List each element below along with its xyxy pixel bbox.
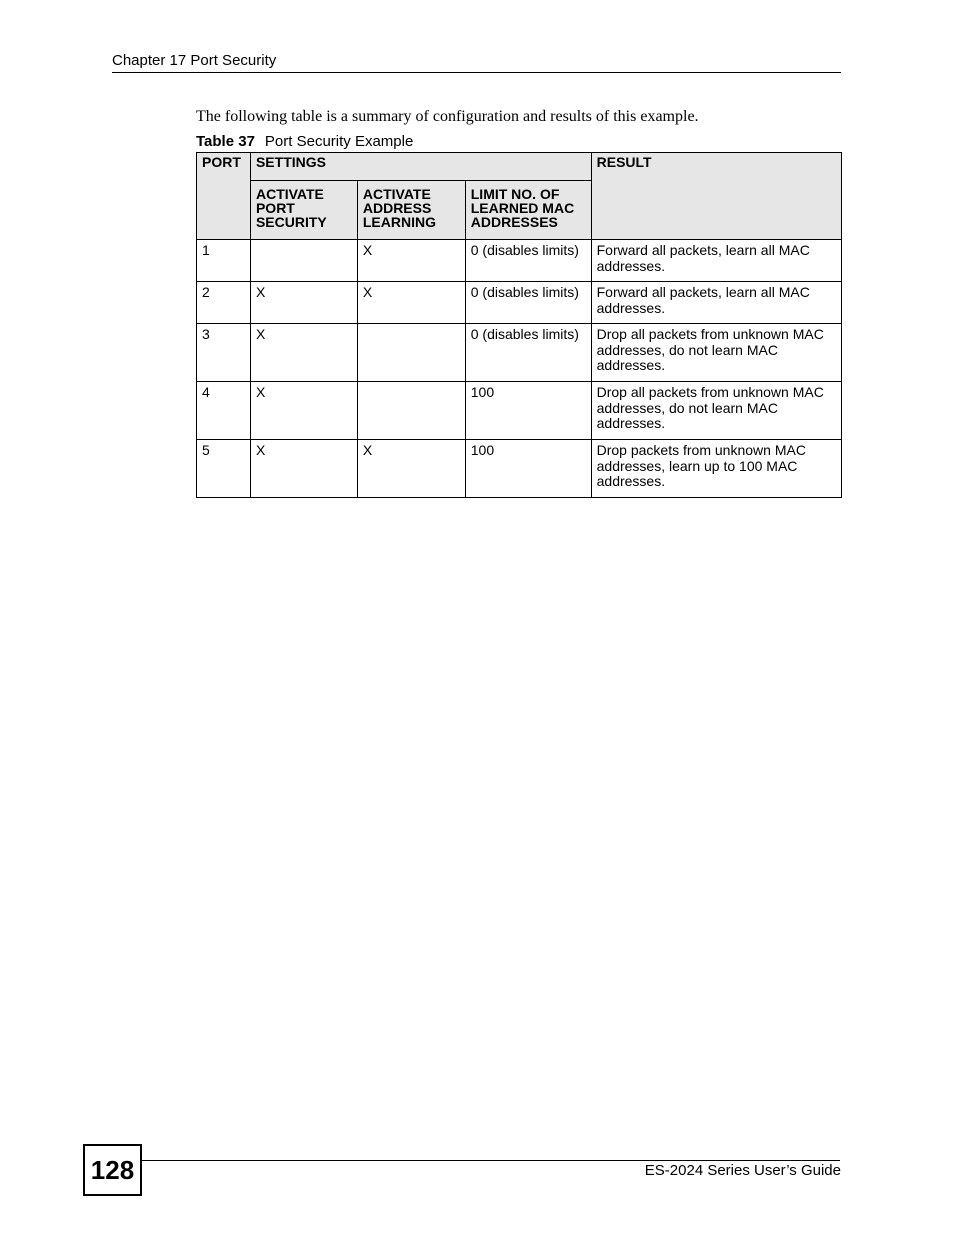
cell-security: X [250, 282, 357, 324]
table-row [197, 282, 842, 324]
table-row [197, 240, 842, 282]
cell-limit: 0 (disables limits) [465, 240, 591, 282]
cell-port: 5 [197, 440, 251, 498]
cell-learning: X [357, 282, 465, 324]
chapter-header: Chapter 17 Port Security [112, 52, 841, 73]
cell-security: X [250, 382, 357, 440]
table-row [197, 440, 842, 498]
cell-learning: X [357, 240, 465, 282]
cell-result: Forward all packets, learn all MAC addresses. [591, 240, 841, 282]
table-row [197, 382, 842, 440]
header-result: RESULT [591, 153, 841, 240]
cell-result: Forward all packets, learn all MAC addresses. [591, 282, 841, 324]
header-port: PORT [197, 153, 251, 240]
table-caption [196, 133, 413, 151]
table-row [197, 324, 842, 382]
cell-limit: 0 (disables limits) [465, 324, 591, 382]
cell-security: X [250, 440, 357, 498]
header-limit-learned-mac: LIMIT NO. OF LEARNED MAC ADDRESSES [465, 181, 591, 240]
port-security-table [196, 152, 842, 498]
header-settings: SETTINGS [250, 153, 591, 181]
footer-divider [140, 1160, 840, 1161]
header-activate-port-security: ACTIVATE PORT SECURITY [250, 181, 357, 240]
cell-result: Drop all packets from unknown MAC addresses, do not learn MAC addresses. [591, 382, 841, 440]
cell-port: 1 [197, 240, 251, 282]
cell-port: 2 [197, 282, 251, 324]
cell-port: 3 [197, 324, 251, 382]
intro-paragraph: The following table is a summary of configuration and results of this example. [196, 108, 699, 125]
cell-limit: 0 (disables limits) [465, 282, 591, 324]
cell-learning [357, 324, 465, 382]
page-number: 128 [83, 1144, 142, 1196]
cell-limit: 100 [465, 382, 591, 440]
cell-port: 4 [197, 382, 251, 440]
cell-result: Drop all packets from unknown MAC addresses, do not learn MAC addresses. [591, 324, 841, 382]
guide-title: ES-2024 Series User’s Guide [644, 1162, 841, 1179]
cell-security [250, 240, 357, 282]
cell-security: X [250, 324, 357, 382]
header-activate-address-learning: ACTIVATE ADDRESS LEARNING [357, 181, 465, 240]
table-caption-label: Table 37 [196, 133, 255, 150]
cell-learning [357, 382, 465, 440]
cell-learning: X [357, 440, 465, 498]
cell-limit: 100 [465, 440, 591, 498]
cell-result: Drop packets from unknown MAC addresses, learn up to 100 MAC addresses. [591, 440, 841, 498]
table-caption-title: Port Security Example [264, 133, 414, 150]
